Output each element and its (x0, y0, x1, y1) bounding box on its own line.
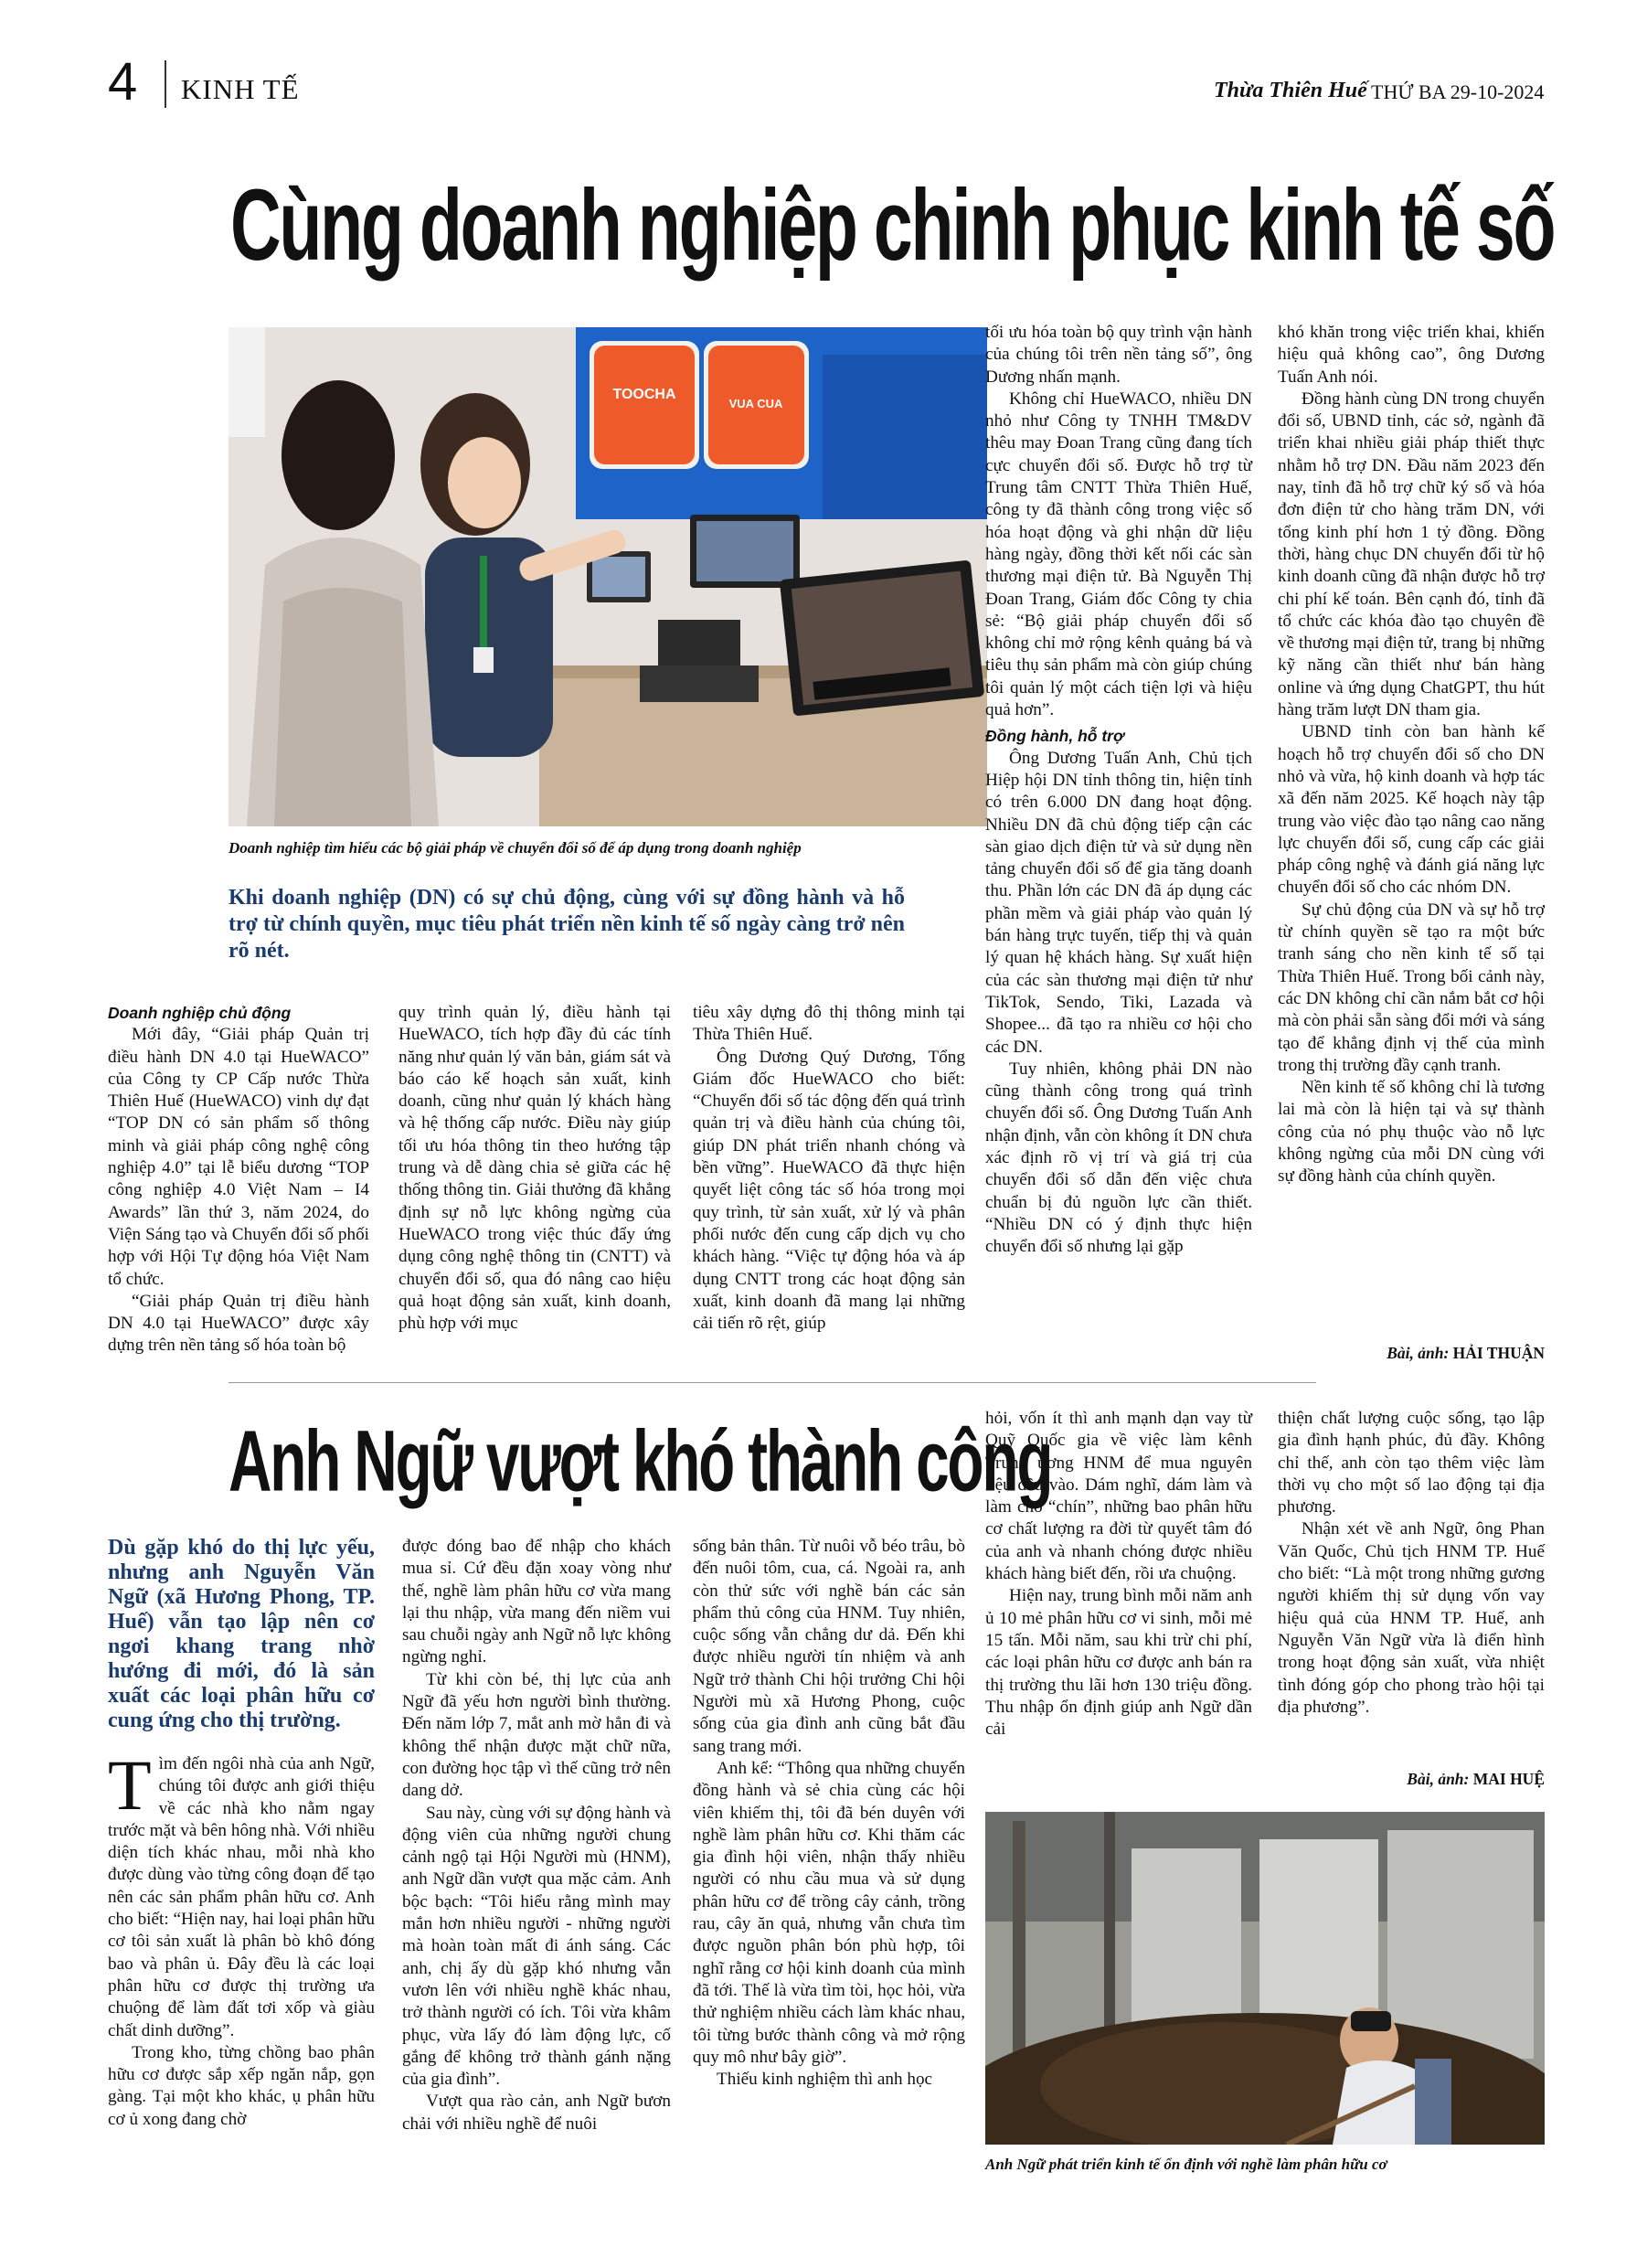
article2-col1 (108, 1745, 375, 2131)
paragraph: tiêu xây dựng đô thị thông minh tại Thừa Thiên Huế. (693, 1003, 965, 1045)
section-name: KINH TẾ (181, 73, 300, 105)
sign-vua-cua: VUA CUA (728, 397, 783, 410)
header-divider (165, 60, 166, 108)
sign-toocha: TOOCHA (612, 387, 676, 402)
byline-prefix: Bài, ảnh: (1407, 1770, 1473, 1788)
article2-headline: Anh Ngữ vượt khó thành công (228, 1413, 1052, 1510)
article1-col2 (398, 1002, 671, 1335)
page-header (108, 53, 1547, 117)
dropcap: T (108, 1745, 152, 1825)
paragraph: Hiện nay, trung bình mỗi năm anh ủ 10 mẻ phân hữu cơ vi sinh, mỗi mẻ 15 tấn. Mỗi năm, sau khi trừ chi phí, các loại phân hữu cơ được anh bán ra thị trường thu lãi hơn 130 triệu đồng. Thu nhập ổn định giúp anh Ngữ dần cải (985, 1586, 1252, 1740)
paragraph: Ông Dương Quý Dương, Tổng Giám đốc HueWACO cho biết: “Chuyển đổi số tác động đến quá trình quản trị và điều hành của chúng tôi, giúp DN phát triển nhanh chóng và bền vững”. HueWACO đã thực hiện quyết liệt công tác số hóa trong mọi quy trình, từ sản xuất, xử lý và phân phối nước đến cung cấp dịch vụ cho khách hàng. “Việc tự động hóa và áp dụng CNTT trong các hoạt động sản xuất, kinh doanh đã mang lại những cải tiến rõ rệt, giúp (693, 1047, 965, 1334)
article2-byline (1278, 1770, 1545, 1789)
article1-byline (1278, 1344, 1545, 1363)
paragraph: Nhận xét về anh Ngữ, ông Phan Văn Quốc, Chủ tịch HNM TP. Huế cho biết: “Là một trong những gương người khiếm thị sử dụng vốn vay hiệu quả của HNM TP. Huế, anh Nguyễn Văn Ngữ vừa là điển hình trong hoạt động sản xuất, vừa nhiệt tình đóng góp cho phong trào hội tại địa phương”. (1278, 1519, 1545, 1717)
article1-col4 (985, 322, 1252, 1258)
paragraph: Sự chủ động của DN và sự hỗ trợ từ chính quyền sẽ tạo ra một bức tranh sáng cho nền kinh tế số tại Thừa Thiên Huế. Trong bối cảnh này, các DN không chỉ cần nắm bắt cơ hội mà còn phải sẵn sàng đổi mới và sáng tạo để khẳng định vị thế của mình trong thị trường đầy cạnh tranh. (1278, 900, 1545, 1075)
paragraph: Tuy nhiên, không phải DN nào cũng thành công trong quá trình chuyển đổi số. Ông Dương Tuấn Anh nhận định, vẫn còn không ít DN chưa xác định rõ vị trí và giá trị của chuyển đổi số dẫn đến việc chưa chuẩn bị đủ nguồn lực cần thiết. “Nhiều DN có ý định thực hiện chuyển đổi số nhưng lại gặp (985, 1059, 1252, 1257)
byline-prefix: Bài, ảnh: (1387, 1344, 1453, 1362)
paragraph: khó khăn trong việc triển khai, khiến hiệu quả không cao”, ông Dương Tuấn Anh nói. (1278, 323, 1545, 387)
paragraph: Trong kho, từng chồng bao phân hữu cơ được sắp xếp ngăn nắp, gọn gàng. Tại một kho khác, ụ phân hữu cơ ủ xong đang chờ (108, 2042, 375, 2129)
paragraph: Nền kinh tế số không chỉ là tương lai mà còn là hiện tại và sự thành công của nó phụ thuộc vào nỗ lực không ngừng của mỗi DN cùng với sự đồng hành của chính quyền. (1278, 1078, 1545, 1187)
paragraph: Sau này, cùng với sự động hành và động viên của những người chung cảnh ngộ tại Hội Người mù (HNM), anh Ngữ dần vượt qua mặc cảm. Anh bộc bạch: “Tôi hiểu rằng mình may mắn hơn nhiều người - những người mà hoàn toàn mất đi ánh sáng. Các anh, chị ấy dù gặp khó nhưng vẫn vươn lên với nhiều nghề khác nhau, trở thành người có ích. Tôi vừa khâm phục, vừa lấy đó làm động lực, cố gắng để không trở thành gánh nặng của gia đình”. (402, 1803, 671, 2090)
article2-col3 (693, 1536, 965, 2091)
subhead-dong-hanh: Đồng hành, hỗ trợ (985, 727, 1124, 746)
article1-photo-caption: Doanh nghiệp tìm hiểu các bộ giải pháp về chuyển đổi số để áp dụng trong doanh nghiệp (228, 839, 802, 857)
paragraph: sống bản thân. Từ nuôi vỗ béo trâu, bò đến nuôi tôm, cua, cá. Ngoài ra, anh còn thử sức với nghề bán các sản phẩm thủ công của HNM. Tuy nhiên, cuộc sống vẫn chẳng dư dả. Đến khi được nhiều người tín nhiệm và anh Ngữ trở thành Chi hội trưởng Chi hội Người mù xã Hương Phong, cuộc sống của gia đình anh cũng bắt đầu sang trang mới. (693, 1537, 965, 1756)
paragraph: thiện chất lượng cuộc sống, tạo lập gia đình hạnh phúc, đủ đầy. Không chỉ thế, anh còn tạo thêm việc làm thời vụ cho một số lao động tại địa phương. (1278, 1409, 1545, 1517)
paragraph: Thiếu kinh nghiệm thì anh học (717, 2070, 933, 2090)
paragraph: Ông Dương Tuấn Anh, Chủ tịch Hiệp hội DN tỉnh thông tin, hiện tỉnh có trên 6.000 DN đang hoạt động. Nhiều DN đã chủ động tiếp cận các sàn giao dịch điện tử và sử dụng nền tảng chuyển đổi số để gia tăng doanh thu. Phần lớn các DN đã áp dụng các phần mềm và giải pháp vào quản lý bán hàng trực tuyến, tiếp thị và quản lý quan hệ khách hàng. Sự xuất hiện của các sàn thương mại điện tử như TikTok, Sendo, Tiki, Lazada và Shopee... đã tạo ra nhiều cơ hội cho các DN. (985, 748, 1252, 1057)
paragraph: được đóng bao để nhập cho khách mua sỉ. Cứ đều đặn xoay vòng như thế, nghề làm phân hữu cơ vừa mang lại thu nhập, vừa mang đến niềm vui sau chuỗi ngày anh Ngữ nỗ lực không ngừng nghỉ. (402, 1537, 671, 1667)
paragraph: Mới đây, “Giải pháp Quản trị điều hành DN 4.0 tại HueWACO” của Công ty CP Cấp nước Thừa Thiên Huế (HueWACO) vinh dự đạt “TOP DN có sản phẩm số thông minh và giải pháp công nghệ công nghiệp 4.0” tại lễ biểu dương “TOP công nghiệp 4.0 Việt Nam – I4 Awards” lần thứ 3, năm 2024, do Viện Sáng tạo và Chuyển đổi số phối hợp với Hội Tự động hóa Việt Nam tổ chức. (108, 1025, 369, 1289)
paper-name: Thừa Thiên Huế (1214, 79, 1367, 102)
article1-headline: Cùng doanh nghiệp chinh phục kinh tế số (230, 169, 1555, 282)
byline-author: HẢI THUẬN (1452, 1344, 1545, 1362)
page-number: 4 (108, 52, 138, 112)
paragraph: Không chỉ HueWACO, nhiều DN nhỏ như Công ty TNHH TM&DV thêu may Đoan Trang cũng đang tích cực chuyển đổi số. Được hỗ trợ từ Trung tâm CNTT Thừa Thiên Huế, công ty đã thành công trong việc số hóa hoạt động và ghi nhận dữ liệu hàng ngày, đồng thời kết nối các sàn thương mại điện tử. Bà Nguyễn Thị Đoan Trang, Giám đốc Công ty chia sẻ: “Bộ giải pháp chuyển đổi số không chỉ mở rộng kênh quảng bá và tiêu thụ sản phẩm mà còn giúp chúng tôi quản lý một cách tiện lợi và hiệu quả hơn”. (985, 389, 1252, 720)
article1-lead: Khi doanh nghiệp (DN) có sự chủ động, cùng với sự đồng hành và hỗ trợ từ chính quyền, mục tiêu phát triển nền kinh tế số ngày càng trở nên rõ nét. (228, 886, 905, 963)
article1-photo (228, 327, 987, 826)
paragraph: UBND tỉnh còn ban hành kế hoạch hỗ trợ chuyển đổi số cho DN nhỏ và vừa, hộ kinh doanh và hợp tác xã đến năm 2025. Kế hoạch này tập trung vào việc đào tạo nâng cao năng lực chuyển đổi số, cung cấp các giải pháp công nghệ và đánh giá năng lực chuyển đổi số cho các nhóm DN. (1278, 722, 1545, 898)
article2-photo (985, 1812, 1545, 2145)
article-divider (228, 1382, 1316, 1383)
article2-col2 (402, 1536, 671, 2135)
paragraph: “Giải pháp Quản trị điều hành DN 4.0 tại HueWACO” được xây dựng trên nền tảng số hóa toàn bộ (108, 1291, 369, 1356)
subhead-dn-chu-dong: Doanh nghiệp chủ động (108, 1004, 292, 1022)
paragraph: Đồng hành cùng DN trong chuyển đổi số, UBND tỉnh, các sở, ngành đã triển khai nhiều giải pháp thiết thực nhằm hỗ trợ DN. Đầu năm 2023 đến nay, tỉnh đã hỗ trợ chữ ký số và hóa đơn điện tử cho hàng trăm DN, với tổng kinh phí hơn 1 tỷ đồng. Đồng thời, hàng chục DN chuyển đổi từ hộ kinh doanh cũng đã nhận được hỗ trợ chi phí kế toán. Bên cạnh đó, tỉnh đã tổ chức các khóa đào tạo chuyên đề về thương mại điện tử, trang bị những kỹ năng cần thiết như bán hàng online và ứng dụng ChatGPT, thu hút hàng trăm lượt DN tham gia. (1278, 389, 1545, 720)
article2-lead: Dù gặp khó do thị lực yếu, nhưng anh Nguyễn Văn Ngữ (xã Hương Phong, TP. Huế) vẫn tạo lập nên cơ ngơi khang trang nhờ hướng đi mới, đó là sản xuất các loại phân hữu cơ cung ứng cho thị trường. (108, 1536, 375, 1732)
article1-col3 (693, 1002, 965, 1335)
paragraph: Tìm đến ngôi nhà của anh Ngữ, chúng tôi được anh giới thiệu về các nhà kho nằm ngay trước mặt và bên hông nhà. Với nhiều diện tích khác nhau, mỗi nhà kho được dùng vào từng công đoạn để tạo nên các sản phẩm phân hữu cơ. Anh cho biết: “Hiện nay, hai loại phân hữu cơ tôi sản xuất là phân bò khô đóng bao và phân ủ. Đây đều là các loại phân hữu cơ được thị trường ưa chuộng để làm đất tơi xốp và giàu chất dinh dưỡng”. (108, 1745, 375, 2040)
article2-col5 (1278, 1408, 1545, 1719)
article1-col1 (108, 1002, 369, 1358)
issue-date: THỨ BA 29-10-2024 (1371, 80, 1545, 103)
article2-col4 (985, 1408, 1252, 1741)
paragraph: tối ưu hóa toàn bộ quy trình vận hành của chúng tôi trên nền tảng số”, ông Dương nhấn mạnh. (985, 323, 1252, 387)
article2-photo-caption: Anh Ngữ phát triển kinh tế ổn định với nghề làm phân hữu cơ (985, 2156, 1387, 2173)
article1-col5 (1278, 322, 1545, 1188)
photo-illustration (228, 327, 987, 826)
paragraph: hỏi, vốn ít thì anh mạnh dạn vay từ Quỹ Quốc gia về việc làm kênh Trung ương HNM để mua nguyên liệu đầu vào. Dám nghĩ, dám làm và làm cho “chín”, những bao phân hữu cơ chất lượng ra đời từ quyết tâm đó của anh và nhanh chóng được nhiều khách hàng biết đến, rồi ưa chuộng. (985, 1409, 1252, 1584)
paragraph: quy trình quản lý, điều hành tại HueWACO, tích hợp đầy đủ các tính năng như quản lý văn bản, giám sát và báo cáo kế hoạch sản xuất, kinh doanh, cũng như quản lý khách hàng và hệ thống cấp nước. Điều này giúp tối ưu hóa thông tin theo hướng tập trung và dễ dàng chia sẻ giữa các hệ thống thông tin. Giải thưởng đã khẳng định sự nỗ lực không ngừng của HueWACO trong việc thúc đẩy ứng dụng công nghệ thông tin (CNTT) và chuyển đổi số, qua đó nâng cao hiệu quả hoạt động sản xuất, kinh doanh, phù hợp với mục (398, 1003, 671, 1334)
photo-illustration (985, 1812, 1545, 2145)
paragraph: Anh kể: “Thông qua những chuyến đồng hành và sẻ chia cùng các hội viên khiếm thị, tôi đã bén duyên với nghề làm phân hữu cơ. Khi thăm các gia đình hội viên, nhận thấy nhiều người có nhu cầu mua và sử dụng phân hữu cơ để trồng cây cảnh, trồng rau, cây ăn quả, nhưng vẫn chưa tìm được nguồn phân bón phù hợp, tôi nghĩ rằng cơ hội kinh doanh của mình đã tới. Thế là vừa tìm tòi, học hỏi, vừa thử nghiệm nhiều cách làm khác nhau, tôi từng bước thành công và mở rộng quy mô như bây giờ”. (693, 1758, 965, 2067)
byline-author: MAI HUỆ (1472, 1770, 1545, 1788)
paragraph: Vượt qua rào cản, anh Ngữ bươn chải với nhiều nghề để nuôi (402, 2092, 671, 2134)
paragraph: Từ khi còn bé, thị lực của anh Ngữ đã yếu hơn người bình thường. Đến năm lớp 7, mắt anh mờ hẳn đi và không thể nhận được mặt chữ nữa, con đường học tập vì thế cũng trở nên dang dở. (402, 1669, 671, 1801)
